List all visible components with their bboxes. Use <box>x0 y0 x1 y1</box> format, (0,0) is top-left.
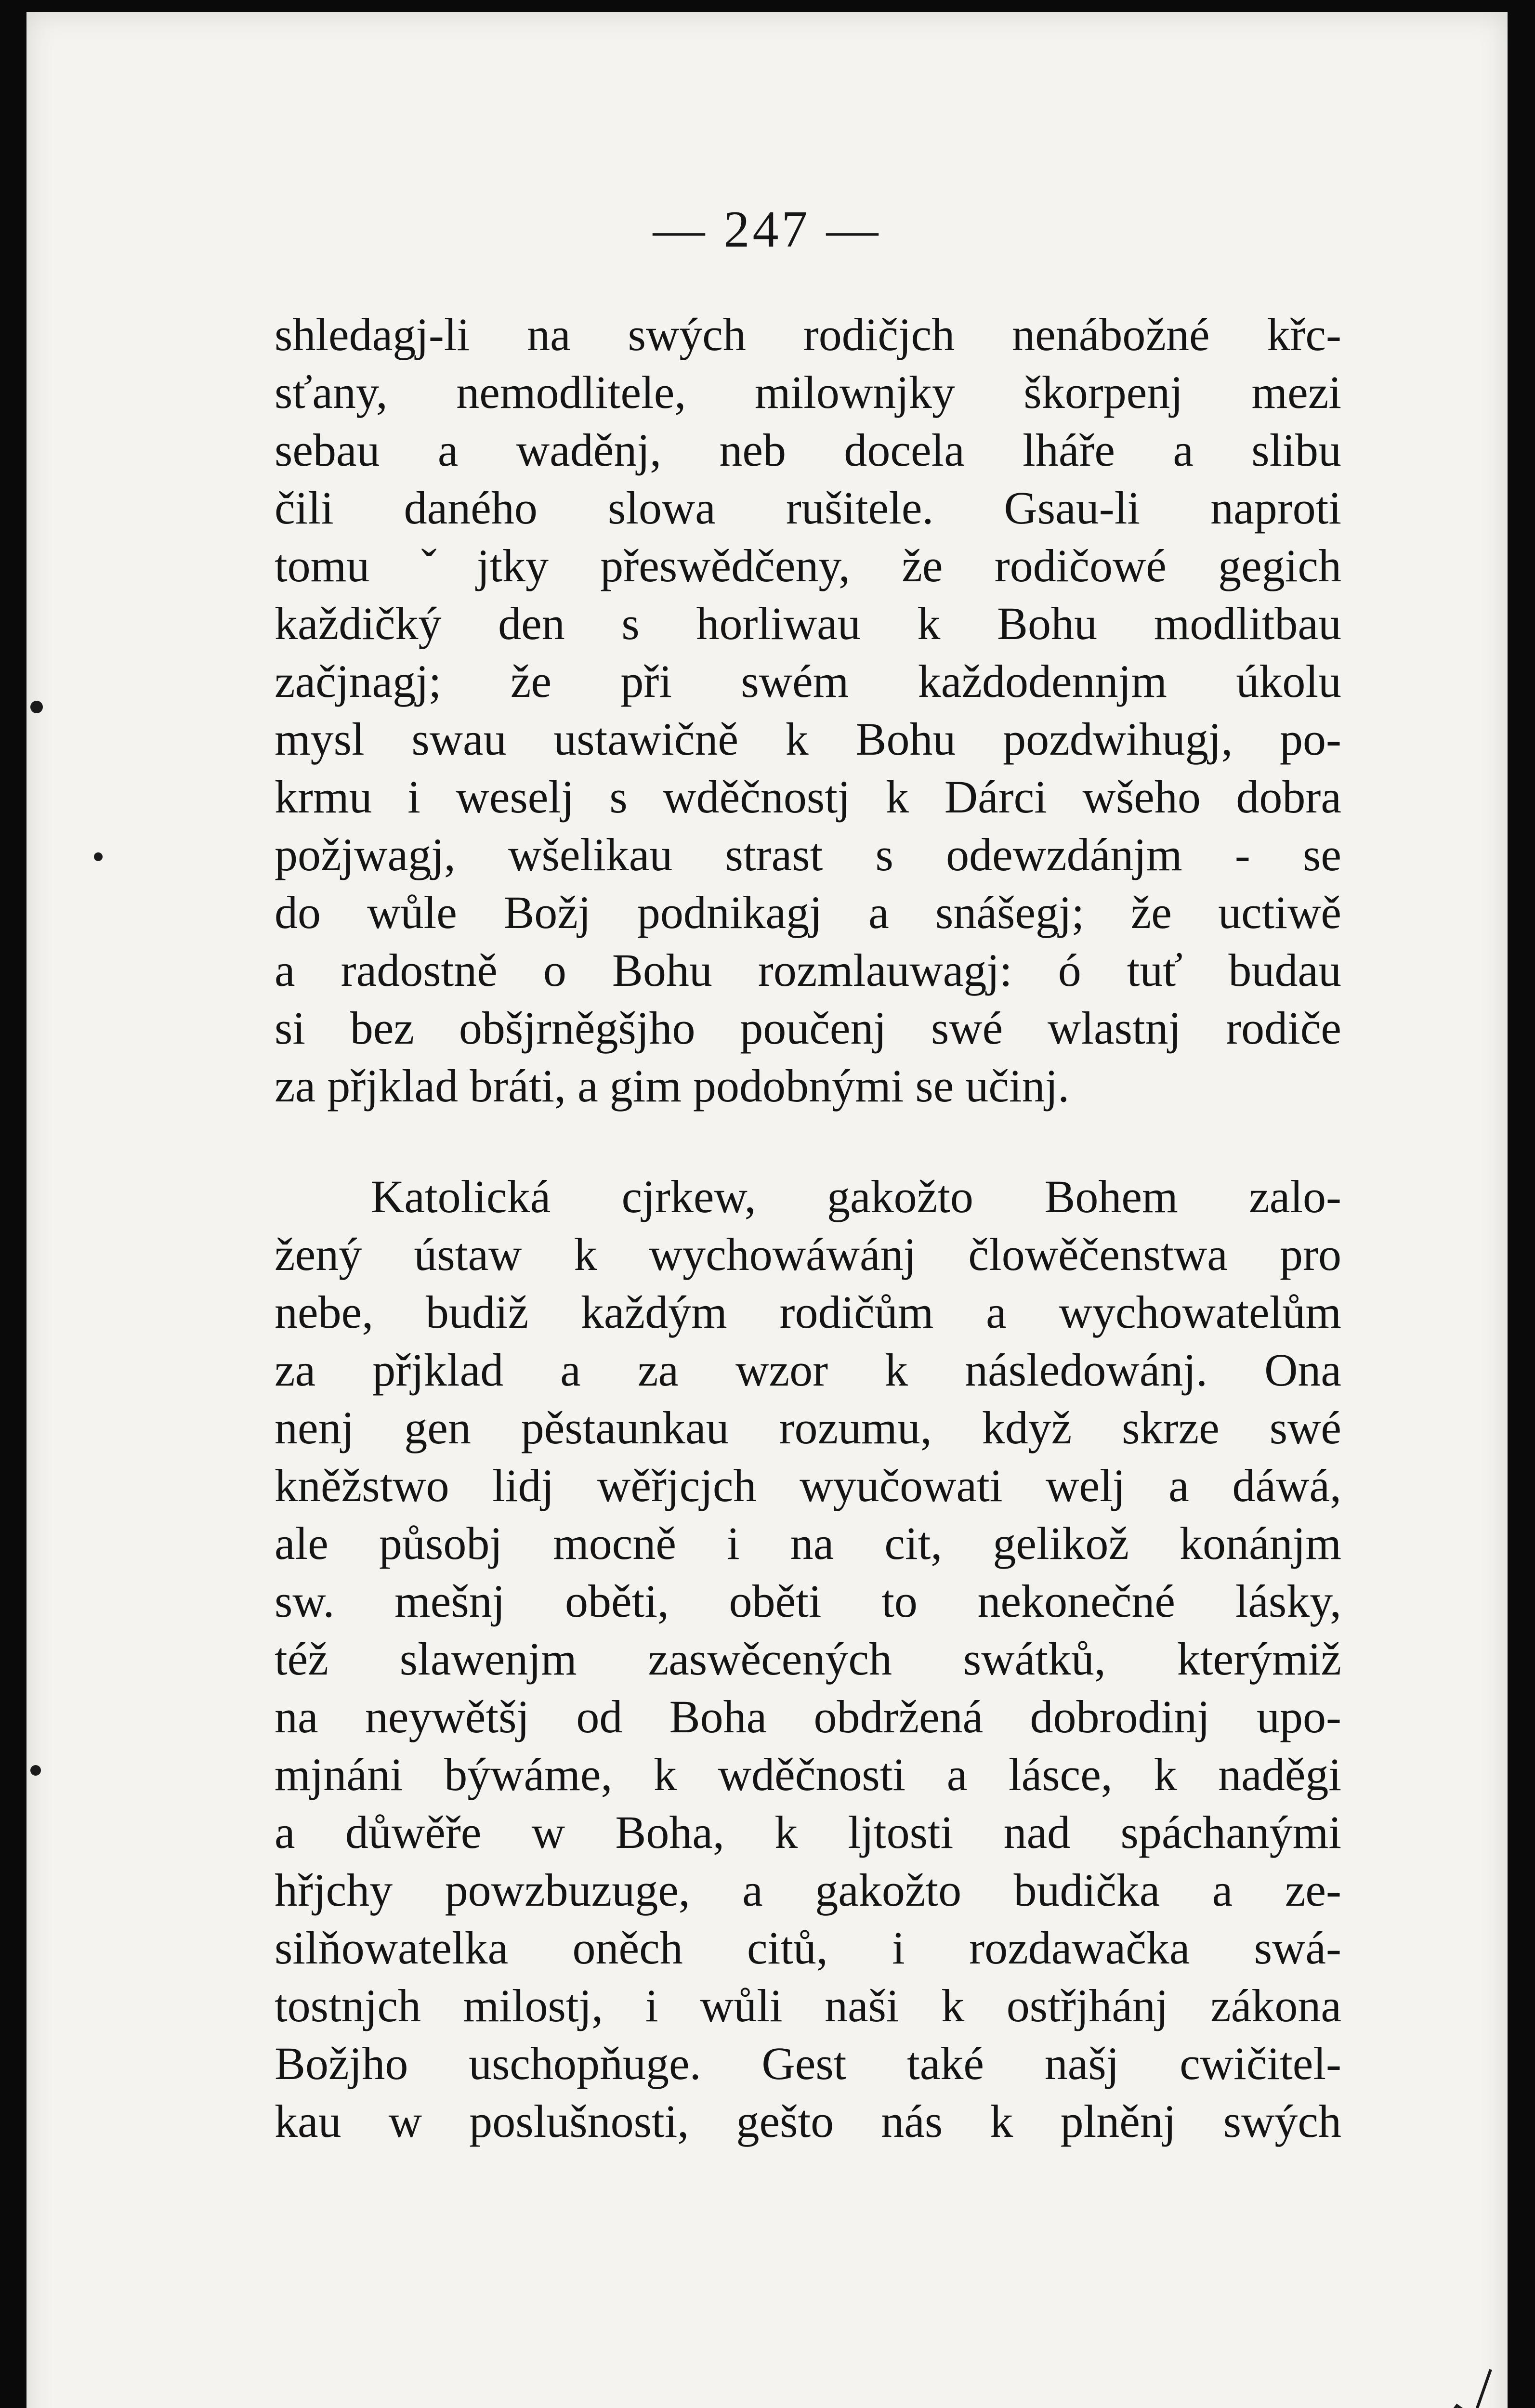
text-line: požjwagj, wšelikau strast s odewzdánjm - se <box>275 829 1341 880</box>
ink-speck <box>94 852 103 861</box>
text-line: Katolická cjrkew, gakožto Bohem zalo- <box>371 1171 1341 1222</box>
text-line: Božjho uschopňuge. Gest také našj cwičitel- <box>275 2038 1341 2089</box>
text-line: sebau a waděnj, neb docela lháře a slibu <box>275 424 1341 476</box>
text-line: za přjklad bráti, a gim podobnými se učinj. <box>275 1060 1070 1112</box>
text-line: hřjchy powzbuzuge, a gakožto budička a ze- <box>275 1864 1341 1916</box>
text-line: silňowatelka oněch citů, i rozdawačka swá- <box>275 1922 1341 1974</box>
text-line: nenj gen pěstaunkau rozumu, když skrze swé <box>275 1402 1341 1453</box>
text-line: kněžstwo lidj wěřjcjch wyučowati welj a dáwá, <box>275 1460 1341 1511</box>
text-line: a důwěře w Boha, k ljtosti nad spáchanými <box>275 1806 1341 1858</box>
text-line: si bez obšjrněgšjho poučenj swé wlastnj rodiče <box>275 1002 1341 1054</box>
text-line: čili daného slowa rušitele. Gsau-li naproti <box>275 482 1341 534</box>
ink-speck <box>30 1765 41 1776</box>
text-line: tomu ˇjtky přeswědčeny, že rodičowé gegich <box>275 540 1341 591</box>
text-line: nebe, budiž každým rodičům a wychowatelům <box>275 1286 1341 1338</box>
text-line: za přjklad a za wzor k následowánj. Ona <box>275 1344 1341 1396</box>
text-line: mjnáni býwáme, k wděčnosti a lásce, k naděgi <box>275 1749 1341 1800</box>
text-line: ale působj mocně i na cit, gelikož konánjm <box>275 1518 1341 1569</box>
text-line: shledagj-li na swých rodičjch nenábožné křc- <box>275 309 1341 360</box>
text-line: do wůle Božj podnikagj a snášegj; že uctiwě <box>275 887 1341 938</box>
text-line: mysl swau ustawičně k Bohu pozdwihugj, po- <box>275 713 1341 765</box>
page-number-header: — 247 — <box>653 201 881 258</box>
book-page <box>26 12 1508 2408</box>
text-line: na neywětšj od Boha obdržená dobrodinj upo- <box>275 1691 1341 1742</box>
text-line: sw. mešnj oběti, oběti to nekonečné lásky, <box>275 1575 1341 1627</box>
paragraph-2 <box>275 1168 1341 2150</box>
text-line: též slawenjm zaswěcených swátků, kterýmiž <box>275 1633 1341 1685</box>
text-line: tostnjch milostj, i wůli naši k ostřjhánj zákona <box>275 1980 1341 2031</box>
text-line: krmu i weselj s wděčnostj k Dárci wšeho dobra <box>275 771 1341 823</box>
text-line: každičký den s horliwau k Bohu modlitbau <box>275 598 1341 649</box>
corner-scratch-mark <box>1428 2360 1496 2408</box>
text-line: kau w poslušnosti, gešto nás k plněnj swých <box>275 2095 1341 2147</box>
text-line: sťany, nemodlitele, milownjky škorpenj mezi <box>275 366 1341 418</box>
paragraph-1 <box>275 306 1341 1115</box>
text-line: a radostně o Bohu rozmlauwagj: ó tuť budau <box>275 944 1341 996</box>
ink-speck <box>30 701 43 713</box>
text-line: žený ústaw k wychowáwánj člowěčenstwa pro <box>275 1229 1341 1280</box>
text-line: začjnagj; že při swém každodennjm úkolu <box>275 655 1341 707</box>
